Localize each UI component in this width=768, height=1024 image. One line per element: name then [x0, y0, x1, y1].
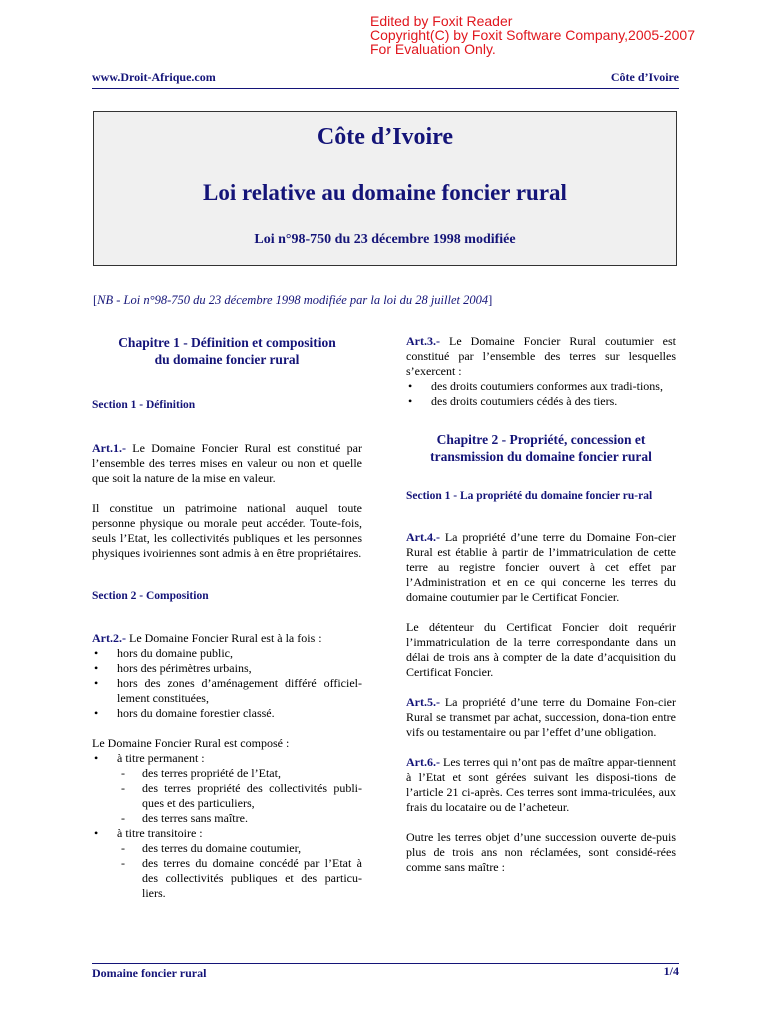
- article-5-text: La propriété d’une terre du Domaine Fon-cier Rural se transmet par achat, succession, dona-tion entre vifs ou testamentaire ou par l’effet d’une obligation.: [406, 695, 676, 739]
- list-subitem: - des terres du domaine coutumier,: [117, 841, 362, 856]
- article-3-label: Art.3.-: [406, 334, 440, 348]
- article-6: [406, 755, 676, 815]
- header-site-link[interactable]: www.Droit-Afrique.com: [92, 70, 216, 84]
- list-item: • hors des périmètres urbains,: [92, 661, 362, 676]
- right-column: [406, 334, 676, 875]
- article-2-label: Art.2.-: [92, 631, 126, 645]
- watermark-line: Copyright(C) by Foxit Software Company,2005-2007: [370, 27, 696, 43]
- watermark-line: Edited by Foxit Reader: [370, 13, 513, 29]
- evaluation-watermark: [370, 14, 695, 56]
- chapter-1-line-1: Chapitre 1 - Définition et composition: [118, 335, 336, 350]
- chapter-2-heading: [406, 431, 676, 465]
- watermark-line: For Evaluation Only.: [370, 41, 496, 57]
- list-item: • des droits coutumiers cédés à des tiers.: [406, 394, 676, 409]
- note-bracket-open: [: [93, 293, 98, 307]
- article-3: [406, 334, 676, 379]
- article-5: [406, 695, 676, 740]
- section-1-heading-right: Section 1 - La propriété du domaine foncier ru-ral: [406, 490, 653, 502]
- article-4-text: La propriété d’une terre du Domaine Fon-cier Rural est établie à partir de l’immatriculation de cette terre au registre foncier ouvert à cet effet par l’Administration et en ce qui concerne les terres du domaine coutumier par le Certificat Foncier.: [406, 530, 676, 604]
- list-item: • hors du domaine forestier classé.: [92, 706, 362, 721]
- list-item: • hors du domaine public,: [92, 646, 362, 661]
- chapter-2-line-2: transmission du domaine foncier rural: [430, 449, 652, 464]
- note-bracket-close: ]: [488, 293, 493, 307]
- article-6-label: Art.6.-: [406, 755, 440, 769]
- list-subitem: - des terres propriété des collectivités publi-ques et des particuliers,: [117, 781, 362, 811]
- chapter-1-heading: [92, 334, 362, 368]
- title-law: Loi relative au domaine foncier rural: [203, 180, 567, 205]
- title-country: Côte d’Ivoire: [316, 124, 454, 150]
- article-1-paragraph-2: Il constitue un patrimoine national auquel toute personne physique ou morale peut accéder. Toute-fois, seuls l’Etat, les collectivités publiques et les personnes physiques ivoiriennes sont admis à en être propriétaires.: [92, 501, 362, 560]
- article-2: [92, 631, 362, 646]
- list-item: • hors des zones d’aménagement différé officiel-lement constituées,: [92, 676, 362, 706]
- footer-divider: [92, 963, 679, 964]
- amendment-note: [93, 293, 492, 308]
- article-5-label: Art.5.-: [406, 695, 440, 709]
- list-item: • à titre permanent :: [92, 751, 362, 766]
- list-subitem: - des terres sans maître.: [117, 811, 362, 826]
- composition-intro: Le Domaine Foncier Rural est composé :: [92, 736, 290, 750]
- article-6-paragraph-2: Outre les terres objet d’une succession ouverte de-puis plus de trois ans non réclamées, sont considé-rées comme sans maître :: [406, 830, 676, 874]
- article-1-label: Art.1.-: [92, 441, 126, 455]
- header-divider: [92, 88, 679, 89]
- article-4: [406, 530, 676, 605]
- section-2-heading: Section 2 - Composition: [92, 590, 209, 602]
- note-text: NB - Loi n°98-750 du 23 décembre 1998 modifiée par la loi du 28 juillet 2004: [97, 293, 489, 307]
- article-3-text: Le Domaine Foncier Rural coutumier est constitué par l’ensemble des terres sur lesquelles s’exercent :: [406, 334, 676, 378]
- article-6-text: Les terres qui n’ont pas de maître appar-tiennent à l’Etat et sont gérées suivant les disposi-tions de l’article 21 ci-après. Ces terres sont imma-triculées, aux frais du locataire ou de l’acheteur.: [406, 755, 676, 814]
- chapter-1-line-2: du domaine foncier rural: [154, 352, 300, 367]
- left-column: [92, 334, 362, 901]
- article-4-label: Art.4.-: [406, 530, 440, 544]
- page-number: 1/4: [663, 964, 679, 978]
- list-subitem: - des terres du domaine concédé par l’Etat à des collectivités publiques et des particu-liers.: [117, 856, 362, 901]
- header-country: Côte d’Ivoire: [610, 70, 679, 84]
- title-reference: Loi n°98-750 du 23 décembre 1998 modifiée: [254, 232, 516, 247]
- article-3-list: [406, 379, 676, 409]
- article-4-paragraph-2: Le détenteur du Certificat Foncier doit requérir l’immatriculation de la terre correspondante dans un délai de trois ans à compter de la date d’acquisition du Certificat Foncier.: [406, 620, 676, 679]
- article-1: [92, 441, 362, 486]
- list-item: • à titre transitoire :: [92, 826, 362, 841]
- chapter-2-line-1: Chapitre 2 - Propriété, concession et: [436, 432, 646, 447]
- footer-title: Domaine foncier rural: [92, 966, 207, 980]
- title-box: [93, 111, 677, 266]
- composition-list: [92, 751, 362, 901]
- section-1-heading: Section 1 - Définition: [92, 399, 196, 411]
- list-item: • des droits coutumiers conformes aux tradi-tions,: [406, 379, 676, 394]
- list-subitem: - des terres propriété de l’Etat,: [117, 766, 362, 781]
- article-2-list: [92, 646, 362, 721]
- article-2-text: Le Domaine Foncier Rural est à la fois :: [125, 631, 322, 645]
- article-1-text: Le Domaine Foncier Rural est constitué par l’ensemble des terres mises en valeur ou non et quelle que soit la nature de la mise en valeur.: [92, 441, 362, 485]
